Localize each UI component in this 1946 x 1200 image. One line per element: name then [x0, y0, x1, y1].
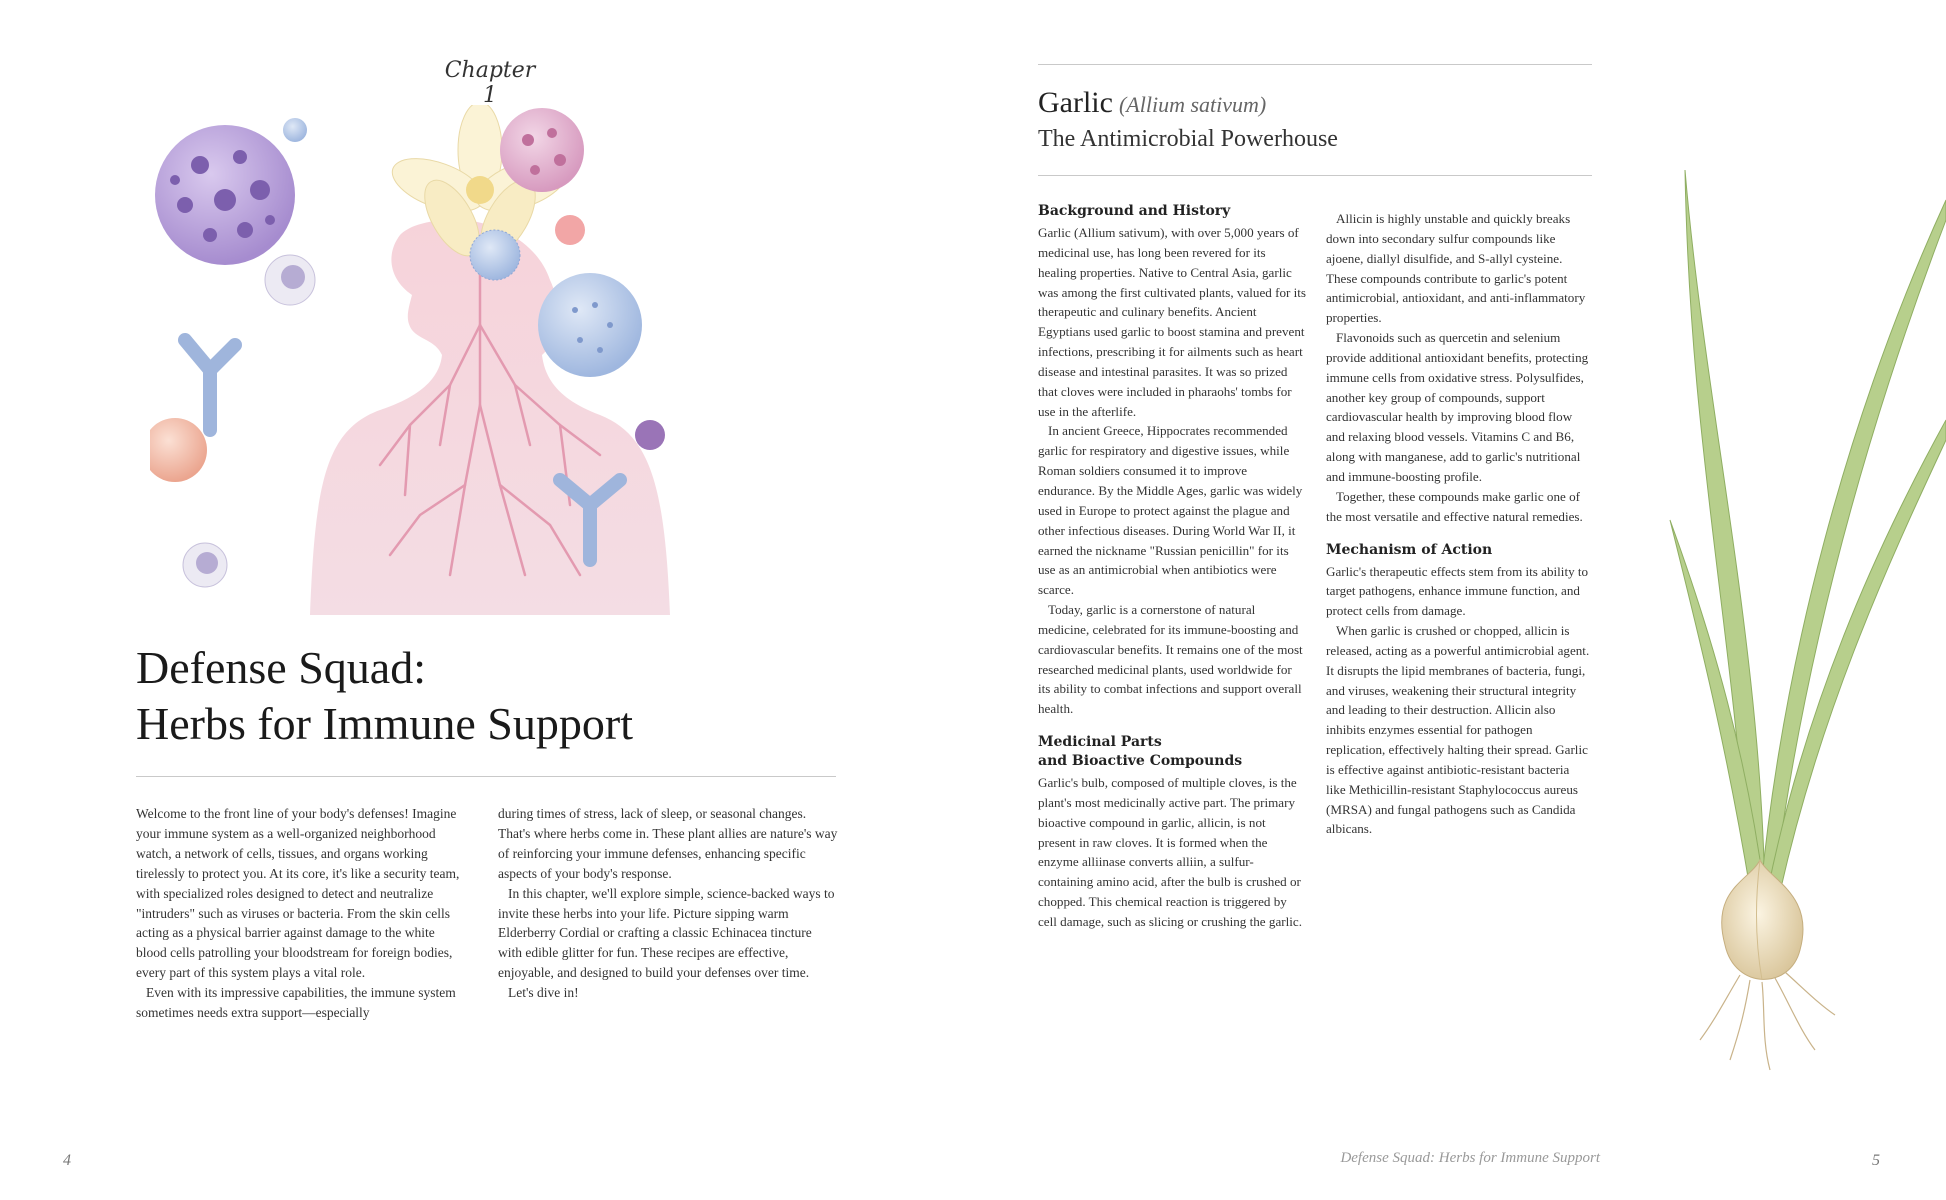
section-heading-medicinal-line2: and Bioactive Compounds [1038, 753, 1243, 770]
top-rule [1038, 64, 1592, 65]
article-column-1 [1038, 202, 1306, 932]
section-heading-mechanism: Mechanism of Action [1326, 541, 1493, 558]
intro-paragraph: Welcome to the front line of your body's defenses! Imagine your immune system as a well-organized neighborhood watch, a network of cells, tissues, and organs working tirelessly to protect you. At its core, it's like a security team, with specialized roles designed to detect and neutralize "intruders" such as viruses or bacteria. From the skin cells acting as a physical barrier against damage to the white blood cells patrolling your bloodstream for foreign bodies, every part of this system plays a vital role. [136, 806, 460, 981]
page-number-left: 4 [63, 1152, 71, 1169]
chapter-title-line1: Defense Squad: [136, 642, 426, 693]
article-paragraph: Garlic's therapeutic effects stem from its ability to target pathogens, enhance immune function, and protect cells from damage. [1326, 563, 1589, 619]
page-number-right: 5 [1872, 1152, 1880, 1169]
intro-column-2 [498, 804, 838, 1003]
herb-latin-name: (Allium sativum) [1118, 92, 1267, 117]
article-paragraph: Allicin is highly unstable and quickly breaks down into secondary sulfur compounds like ajoene, diallyl disulfide, and S-allyl cysteine. These compounds contribute to garlic's potent antimicrobial, antioxidant, and anti-inflammatory properties. [1326, 211, 1586, 326]
article-paragraph: Flavonoids such as quercetin and selenium provide additional antioxidant benefits, protecting immune cells from oxidative stress. Polysulfides, another key group of compounds, support cardiovascular health by improving blood flow and relaxing blood vessels. Vitamins C and B6, along with manganese, add to garlic's nutritional and immune-boosting profile. [1326, 330, 1589, 484]
intro-paragraph: Let's dive in! [508, 985, 579, 1001]
immune-system-illustration [150, 105, 850, 635]
herb-title [1038, 86, 1266, 120]
intro-column-1 [136, 804, 462, 1023]
title-divider [136, 776, 836, 777]
chapter-label: Chapter 1 [444, 58, 536, 108]
section-heading-medicinal-line1: Medicinal Parts [1038, 734, 1162, 751]
intro-paragraph: during times of stress, lack of sleep, or seasonal changes. That's where herbs come in. These plant allies are nature's way of reinforcing your immune defenses, enhancing specific aspects of your body's response. [498, 806, 838, 881]
article-paragraph: When garlic is crushed or chopped, allicin is released, acting as a powerful antimicrobial agent. It disrupts the lipid membranes of bacteria, fungi, and viruses, weakening their structural integrity and leading to their destruction. Allicin also inhibits enzymes essential for pathogen replication, effectively halting their spread. Garlic is effective against antibiotic-resistant bacteria like Methicillin-resistant Staphylococcus aureus (MRSA) and fungal pathogens such as Candida albicans. [1326, 623, 1590, 837]
article-column-2 [1326, 209, 1591, 839]
section-heading-medicinal [1038, 733, 1306, 771]
section-heading-background: Background and History [1038, 203, 1231, 219]
intro-paragraph: Even with its impressive capabilities, the immune system sometimes needs extra support—especially [136, 985, 456, 1021]
header-rule [1038, 175, 1592, 176]
article-paragraph: Garlic (Allium sativum), with over 5,000 years of medicinal use, has long been revered for its healing properties. Native to Central Asia, garlic was among the first cultivated plants, valued for its therapeutic and culinary benefits. Ancient Egyptians used garlic to boost stamina and prevent infections, prescribing it for ailments such as heart disease and intestinal parasites. It was so prized that cloves were included in pharaohs' tombs for use in the afterlife. [1038, 225, 1306, 419]
intro-paragraph: In this chapter, we'll explore simple, science-backed ways to invite these herbs into your life. Picture sipping warm Elderberry Cordial or crafting a classic Echinacea tincture with edible glitter for fun. These recipes are effective, enjoyable, and designed to build your defenses over time. [498, 885, 835, 981]
herb-subtitle: The Antimicrobial Powerhouse [1038, 126, 1338, 152]
chapter-title-line2: Herbs for Immune Support [136, 698, 633, 749]
article-paragraph: Today, garlic is a cornerstone of natural medicine, celebrated for its immune-boosting and cardiovascular benefits. It remains one of the most researched medicinal plants, used worldwide for its ability to combat infections and support overall health. [1038, 602, 1303, 717]
herb-name: Garlic [1038, 86, 1113, 119]
garlic-plant-illustration [1630, 160, 1946, 1080]
running-footer: Defense Squad: Herbs for Immune Support [1340, 1150, 1600, 1166]
article-paragraph: Together, these compounds make garlic one of the most versatile and effective natural remedies. [1326, 488, 1583, 524]
chapter-title [136, 640, 856, 752]
article-paragraph: Garlic's bulb, composed of multiple cloves, is the plant's most medicinally active part. The primary bioactive compound in garlic, allicin, is not present in raw cloves. It is formed when the enzyme alliinase converts alliin, a sulfur-containing amino acid, after the bulb is crushed or chopped. This chemical reaction is triggered by cell damage, such as slicing or crushing the garlic. [1038, 775, 1302, 929]
article-paragraph: In ancient Greece, Hippocrates recommended garlic for respiratory and digestive issues, while Roman soldiers consumed it to improve endurance. By the Middle Ages, garlic was widely used in Europe to protect against the plague and other infectious diseases. During World War II, it earned the nickname "Russian penicillin" for its use as an antimicrobial when antibiotics were scarce. [1038, 423, 1303, 598]
